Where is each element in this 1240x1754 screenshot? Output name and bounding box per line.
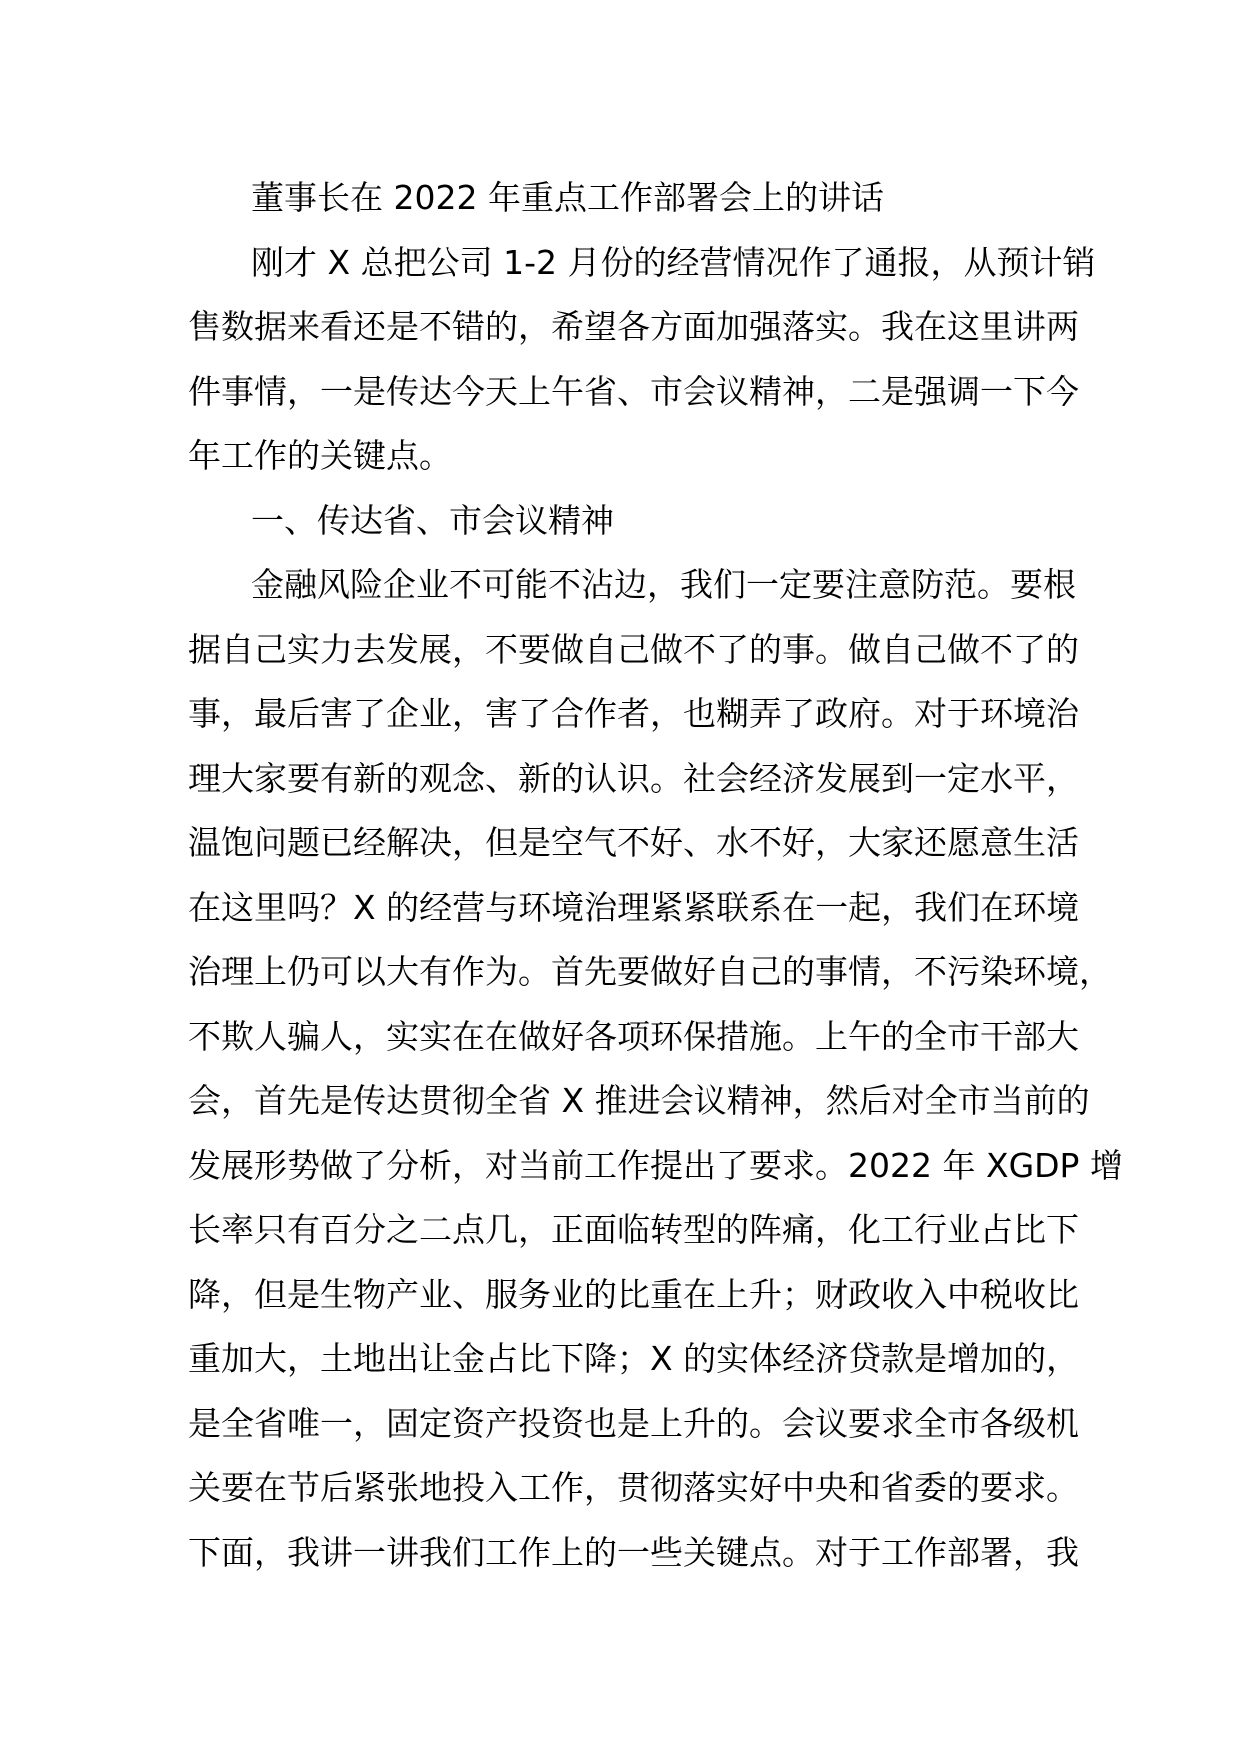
paragraph-line: 发展形势做了分析，对当前工作提出了要求。2022 年 XGDP 增 [188,1145,1123,1185]
paragraph-line: 年工作的关键点。 [188,436,452,475]
document-title: 董事长在 2022 年重点工作部署会上的讲话 [251,178,884,217]
paragraph-line: 不欺人骗人，实实在在做好各项环保措施。上午的全市干部大 [188,1016,1079,1056]
paragraph-line: 在这里吗？X 的经营与环境治理紧紧联系在一起，我们在环境 [188,887,1080,927]
paragraph-line: 治理上仍可以大有作为。首先要做好自己的事情，不污染环境， [188,952,1112,991]
paragraph-line: 会，首先是传达贯彻全省 X 推进会议精神，然后对全市当前的 [188,1081,1090,1120]
paragraph-line: 关要在节后紧张地投入工作，贯彻落实好中央和省委的要求。 [188,1468,1079,1507]
paragraph-line: 理大家要有新的观念、新的认识。社会经济发展到一定水平， [188,758,1079,798]
paragraph-line: 温饱问题已经解决，但是空气不好、水不好，大家还愿意生活 [188,823,1079,862]
paragraph-line: 重加大，土地出让金占比下降；X 的实体经济贷款是增加的， [188,1339,1080,1378]
paragraph-line: 下面，我讲一讲我们工作上的一些关键点。对于工作部署，我 [188,1532,1079,1572]
document-body [188,166,1123,1585]
paragraph-line: 金融风险企业不可能不沾边，我们一定要注意防范。要根 [251,565,1076,604]
paragraph-line: 据自己实力去发展，不要做自己做不了的事。做自己做不了的 [188,629,1079,669]
paragraph-line: 是全省唯一，固定资产投资也是上升的。会议要求全市各级机 [188,1403,1079,1443]
paragraph-line: 长率只有百分之二点几，正面临转型的阵痛，化工行业占比下 [188,1210,1079,1249]
paragraph-line: 刚才 X 总把公司 1-2 月份的经营情况作了通报，从预计销 [251,242,1096,282]
paragraph-line: 件事情，一是传达今天上午省、市会议精神，二是强调一下今 [188,371,1079,411]
paragraph-line: 售数据来看还是不错的，希望各方面加强落实。我在这里讲两 [188,307,1079,346]
section-heading: 一、传达省、市会议精神 [251,500,614,540]
paragraph-line: 降，但是生物产业、服务业的比重在上升；财政收入中税收比 [188,1274,1079,1314]
paragraph-line: 事，最后害了企业，害了合作者，也糊弄了政府。对于环境治 [188,694,1079,733]
